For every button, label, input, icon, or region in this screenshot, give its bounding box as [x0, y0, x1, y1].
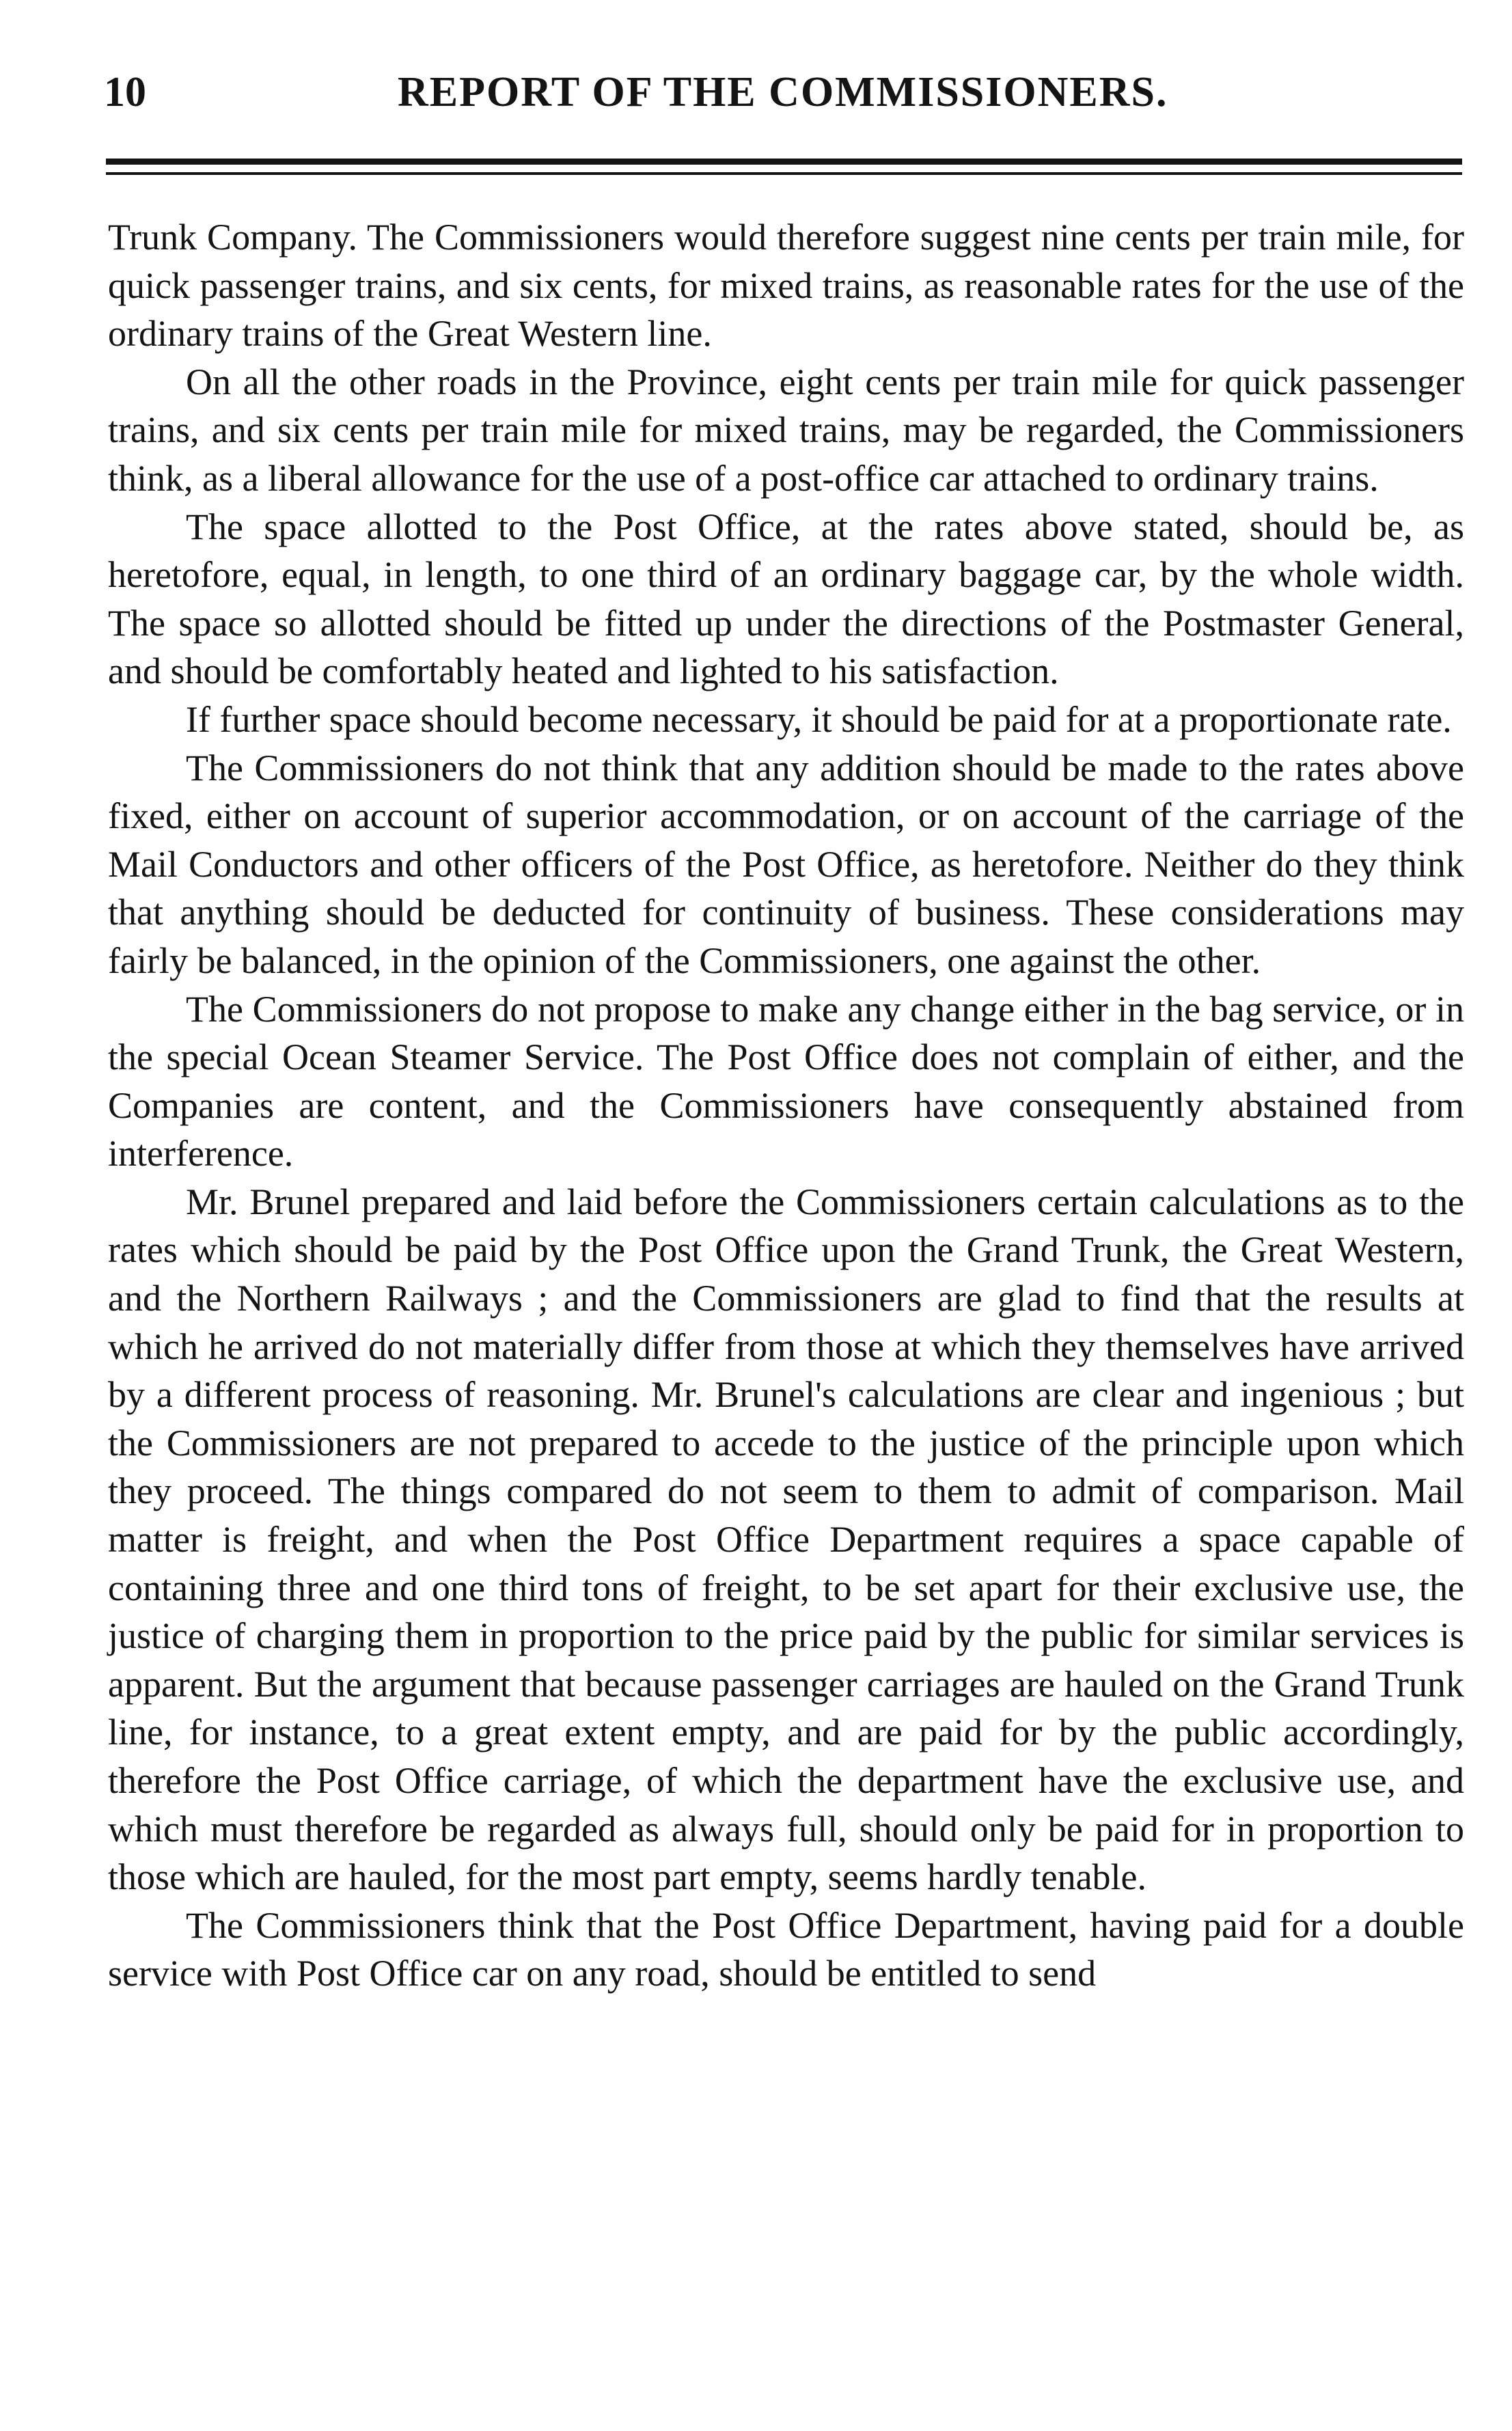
paragraph: The Commissioners do not think that any addition should be made to the rates above fixed, either on account of superior accommodation, or on account of the carriage of the Mail Conductors and other officers of the Post Office, as heretofore. Neither do they think that anything should be deducted for continuity of business. These considerations may fairly be balanced, in the opinion of the Commissioners, one against the other. — [108, 747, 1464, 981]
body-text — [108, 213, 1464, 1998]
paragraph-continued: Trunk Company. The Commissioners would therefore suggest nine cents per train mile, for quick passenger trains, and six cents, for mixed trains, as reasonable rates for the use of the ordinary trains of the Great Western line. — [108, 217, 1464, 355]
running-title: REPORT OF THE COMMISSIONERS. — [398, 69, 1168, 115]
paragraph: If further space should become necessary, it should be paid for at a proportionate rate. — [186, 698, 1452, 740]
paragraph: The space allotted to the Post Office, at the rates above stated, should be, as heretofore, equal, in length, to one third of an ordinary baggage car, by the whole width. The space so allotted should be fitted up under the directions of the Postmaster General, and should be comfortably heated and lighted to his satisfaction. — [108, 506, 1464, 692]
paragraph: Mr. Brunel prepared and laid before the Commissioners certain calculations as to the rates which should be paid by the Post Office upon the Grand Trunk, the Great Western, and the Northern Railways ; and the Commissioners are glad to find that the results at which he arrived do not materially differ from those at which they themselves have arrived by a different process of reasoning. Mr. Brunel's calculations are clear and ingenious ; but the Commissioners are not prepared to accede to the justice of the principle upon which they proceed. The things compared do not seem to them to admit of comparison. Mail matter is freight, and when the Post Office Department requires a space capable of containing three and one third tons of freight, to be set apart for their exclusive use, the justice of charging them in proportion to the price paid by the public for similar services is apparent. But the argument that because passenger carriages are hauled on the Grand Trunk line, for instance, to a great extent empty, and are paid for by the public accordingly, therefore the Post Office carriage, of which the department have the exclusive use, and which must therefore be regarded as always full, should only be paid for in proportion to those which are hauled, for the most part empty, seems hardly tenable. — [108, 1181, 1464, 1898]
paragraph: The Commissioners think that the Post Office Department, having paid for a double service with Post Office car on any road, should be entitled to send — [108, 1904, 1464, 1994]
header-rule-thin — [106, 172, 1462, 175]
page-number: 10 — [104, 69, 146, 115]
running-head — [104, 65, 1463, 120]
header-rule-thick — [106, 159, 1462, 165]
paragraph: On all the other roads in the Province, eight cents per train mile for quick passenger trains, and six cents per train mile for mixed trains, may be regarded, the Commissioners think, as a liberal allowance for the use of a post-office car attached to ordinary trains. — [108, 361, 1464, 499]
paragraph: The Commissioners do not propose to make any change either in the bag service, or in the special Ocean Steamer Service. The Post Office does not complain of either, and the Companies are content, and the Commissioners have consequently abstained from interference. — [108, 988, 1464, 1175]
